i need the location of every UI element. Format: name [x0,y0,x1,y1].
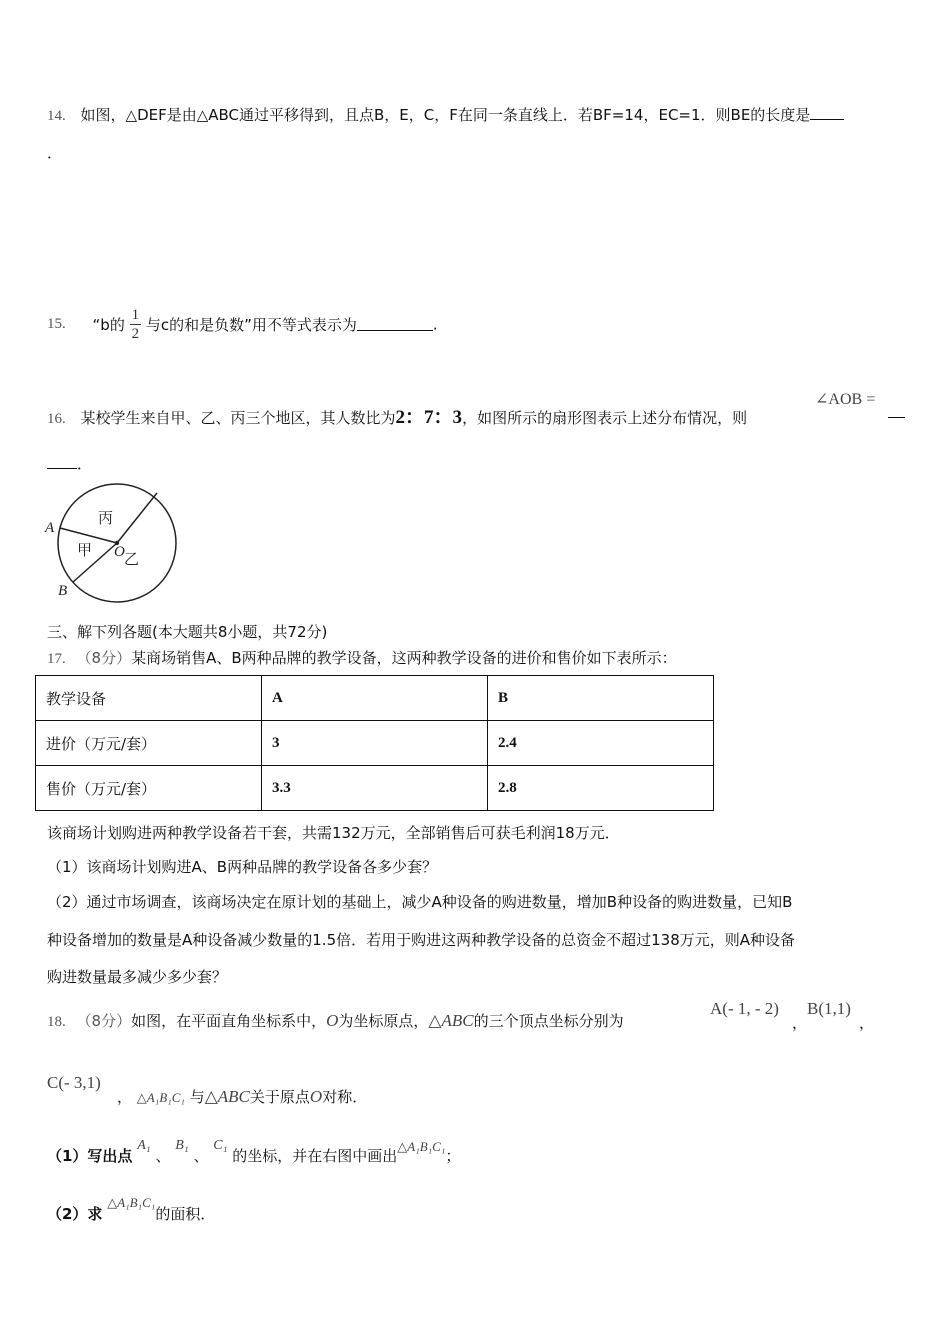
q18-line2 [117,1086,367,1107]
table-row [36,721,714,766]
table-cell: A [262,676,488,721]
q17-line [47,647,677,668]
table-cell: 3.3 [262,766,488,811]
q18-text7: 对称． [322,1088,368,1106]
q16-end: ． [77,455,93,473]
q18-dun1: 、 [155,1147,171,1165]
q18-text2: 为坐标原点， [338,1012,429,1030]
q17-text: 某商场销售A、B两种品牌的教学设备，这两种教学设备的进价和售价如下表所示： [131,649,677,667]
label-a: A [45,520,55,536]
q16-number: 16. [47,411,66,427]
q15-post: 与c的和是负数”用不等式表示为 [145,316,357,334]
pie-figure [40,478,190,608]
table-cell: 2.4 [488,721,714,766]
q18-part1 [47,1138,461,1166]
table-cell: 2.8 [488,766,714,811]
q18-origin-2: O [309,1087,323,1106]
q16-blank-part1[interactable] [888,404,905,422]
region-jia: 甲 [77,541,93,559]
q14-line [47,104,844,125]
radius-oc [117,493,157,543]
q18-triangle-a1b1c1: △A₁B₁C₁ [136,1090,185,1105]
table-cell: 进价（万元/套） [36,721,262,766]
table-cell: 3 [262,721,488,766]
q18-sep2: ， [859,1014,875,1032]
q17-part2-line2: 种设备增加的数量是A种设备减少数量的1.5倍．若用于购进这两种教学设备的总资金不超过138万元，则A种设备 [47,931,796,949]
q18-origin: O [326,1011,339,1030]
q18-part1-mid: 的坐标，并在右图中画出 [232,1147,398,1165]
q18-point-b: B(1,1) [807,999,851,1018]
q17-score: （8分） [76,649,132,667]
q16-angle: ∠AOB = [815,391,876,408]
q18-score: （8分） [76,1012,132,1030]
q17-part2-line1: （2）通过市场调查，该商场决定在原计划的基础上，减少A种设备的购进数量，增加B种设备的购进数量，已知B [47,893,793,911]
q18-triangle-abc: △ABC [428,1011,474,1030]
q18-part2 [47,1195,216,1224]
q17-statement: 该商场计划购进两种教学设备若干套，共需132万元，全部销售后可获毛利润18万元． [47,824,620,842]
table-cell: B [488,676,714,721]
q18-text3: 的三个顶点坐标分别为 [473,1012,624,1030]
q15-end: . [432,315,438,334]
q17-number: 17. [47,651,66,667]
q18-part1-pre: （1）写出点 [47,1147,133,1165]
q15-pre: “b的 [92,316,125,334]
q18-sep: ， [792,1014,808,1032]
equipment-table [35,675,714,811]
q17-part1: （1）该商场计划购进A、B两种品牌的教学设备各多少套？ [47,858,438,876]
table-header-row [36,676,714,721]
q18-text1: 如图，在平面直角坐标系中， [131,1012,327,1030]
table-cell: 售价（万元/套） [36,766,262,811]
q15-frac-den: 2 [131,326,140,342]
q15-number: 15. [47,316,66,332]
label-b: B [58,583,68,599]
q18-text5: 与 [189,1088,205,1106]
q16-blank-part2[interactable] [47,456,77,469]
q15-fraction [130,306,142,343]
q18-number: 18. [47,1014,66,1030]
q18-b1: B₁ [175,1138,189,1153]
q16-line [47,402,747,429]
q14-end: ． [47,144,63,162]
q17-part2-line3: 购进数量最多减少多少套？ [47,968,228,986]
q16-ratio: 2：7：3 [395,407,463,428]
q15-answer-blank[interactable] [357,318,433,331]
q16-text2: ，如图所示的扇形图表示上述分布情况，则 [462,409,748,427]
q18-triangle-abc-2: △ABC [204,1087,250,1106]
label-o: O [114,544,125,560]
q18-point-c: C(- 3,1) [47,1073,101,1092]
q16-text: 某校学生来自甲、乙、丙三个地区，其人数比为 [80,409,396,427]
q18-text4: ， [117,1088,133,1106]
q14-answer-blank[interactable] [810,107,844,120]
q18-line1 [47,1010,624,1031]
q14-text: 如图，△DEF是由△ABC通过平移得到，且点B，E，C，F在同一条直线上．若BF=14，EC=1．则BE的长度是 [80,106,811,124]
region-bing: 丙 [98,509,114,527]
table-cell: 教学设备 [36,676,262,721]
q14-number: 14. [47,108,66,124]
q18-a1: A₁ [137,1138,151,1153]
q15-frac-num: 1 [131,307,140,323]
q18-part1-triangle: △A₁B₁C₁ [397,1139,446,1154]
q18-text6: 关于原点 [249,1088,310,1106]
q18-dun2: 、 [193,1147,209,1165]
q18-c1: C₁ [213,1138,228,1153]
q18-point-a: A(- 1, - 2) [710,999,779,1018]
q18-part1-end: ； [445,1147,461,1165]
section-heading: 三、解下列各题(本大题共8小题，共72分) [47,623,328,641]
table-row [36,766,714,811]
q15-line [47,306,438,343]
q16-line2 [47,453,92,474]
region-yi: 乙 [124,550,140,568]
q18-part2-end: 的面积． [155,1205,216,1223]
q18-part2-pre: （2）求 [47,1205,103,1223]
q18-part2-triangle: △A₁B₁C₁ [107,1195,156,1210]
